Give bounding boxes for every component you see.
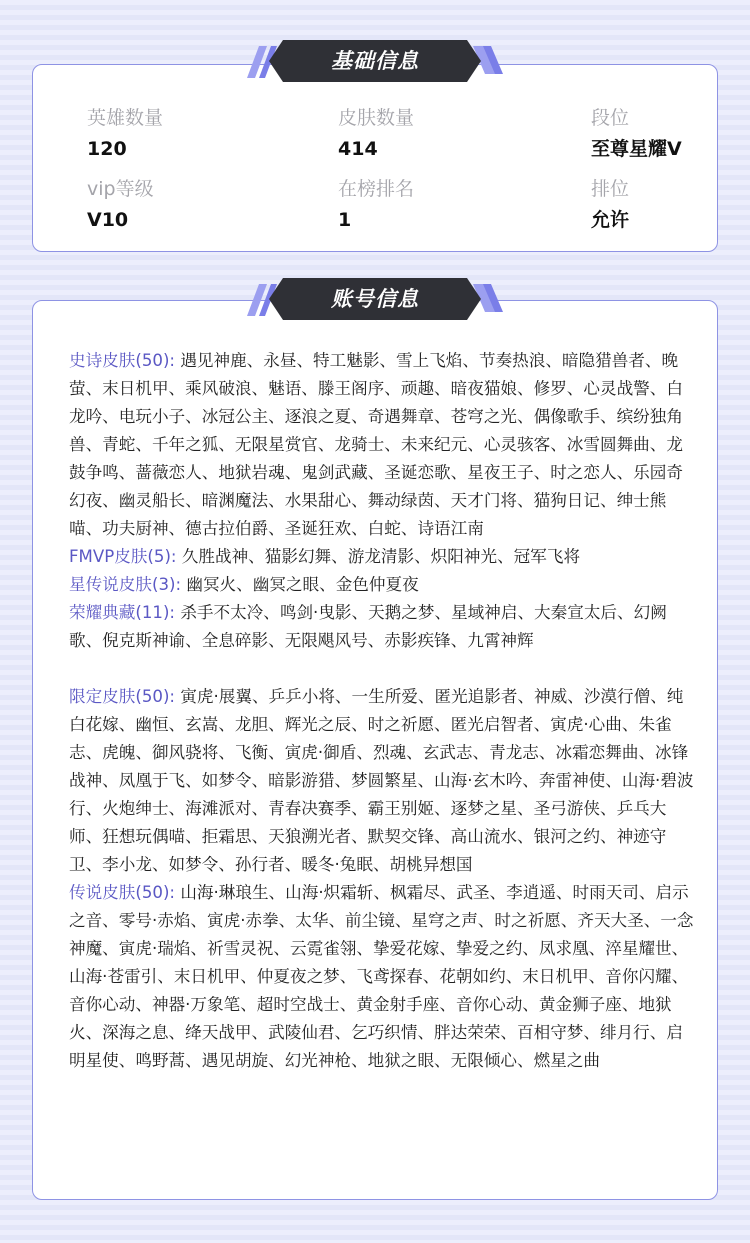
- skin-group-label: 荣耀典藏(11):: [69, 603, 176, 622]
- skin-list: [69, 347, 695, 1075]
- skin-count: [338, 105, 414, 162]
- rank-tier-value: 至尊星耀V: [591, 138, 682, 160]
- skin-group-legend: [69, 879, 695, 1075]
- section-gap: [69, 655, 695, 683]
- hero-count-value: 120: [87, 138, 127, 160]
- account-info-card: [32, 300, 718, 1200]
- skin-group-label: 限定皮肤(50):: [69, 687, 176, 706]
- skin-group-label: FMVP皮肤(5):: [69, 547, 177, 566]
- skin-group-text: 杀手不太冷、鸣剑·曳影、天鹅之梦、星域神启、大秦宣太后、幻阙歌、倪克斯神谕、全息碎影、无限飓风号、赤影疾锋、九霄神辉: [69, 603, 667, 650]
- vip-level: [87, 176, 154, 233]
- skin-group-label: 传说皮肤(50):: [69, 883, 176, 902]
- skin-group-epic: [69, 347, 695, 543]
- skin-group-text: 寅虎·展翼、乒乒小将、一生所爱、匿光追影者、神威、沙漠行僧、纯白花嫁、幽恒、玄嵩、龙胆、辉光之辰、时之祈愿、匿光启智者、寅虎·心曲、朱雀志、虎魄、御风骁将、飞衡、寅虎·御盾、烈魂、玄武志、青龙志、冰霜恋舞曲、冰锋战神、凤凰于飞、如梦令、暗影游猎、梦圆繁星、山海·玄木吟、奔雷神使、山海·碧波行、火炮绅士、海滩派对、青春决赛季、霸王别姬、逐梦之星、圣弓游侠、乒乓大师、狂想玩偶喵、拒霜思、天狼溯光者、默契交锋、高山流水、银河之约、神迹守卫、李小龙、如梦令、孙行者、暖冬·兔眠、胡桃异想国: [69, 687, 694, 874]
- leaderboard-rank-value: 1: [338, 209, 352, 231]
- skin-group-glory-collection: [69, 599, 695, 655]
- vip-level-label: vip等级: [87, 178, 154, 200]
- skin-group-label: 星传说皮肤(3):: [69, 575, 182, 594]
- skin-group-fmvp: [69, 543, 695, 571]
- skin-count-value: 414: [338, 138, 378, 160]
- skin-group-text: 山海·琳琅生、山海·炽霜斩、枫霜尽、武圣、李逍遥、时雨天司、启示之音、零号·赤焰、寅虎·赤拳、太华、前尘镜、星穹之声、时之祈愿、齐天大圣、一念神魔、寅虎·瑞焰、祈雪灵祝、云霓雀翎、挚爱花嫁、挚爱之约、凤求凰、淬星耀世、山海·苍雷引、末日机甲、仲夏夜之梦、飞鸢探春、花朝如约、末日机甲、音你闪耀、音你心动、神器·万象笔、超时空战士、黄金射手座、音你心动、黄金狮子座、地狱火、深海之息、绛天战甲、武陵仙君、乞巧织情、胖达荣荣、百相守梦、绯月行、启明星使、鸣野蒿、遇见胡旋、幻光神枪、地狱之眼、无限倾心、燃星之曲: [69, 883, 694, 1070]
- ranked-status-value: 允许: [591, 209, 630, 231]
- skin-group-text: 久胜战神、猫影幻舞、游龙清影、炽阳神光、冠军飞将: [181, 547, 581, 566]
- ranked-status-label: 排位: [591, 178, 630, 200]
- hero-count-label: 英雄数量: [87, 107, 164, 129]
- skin-group-text: 遇见神鹿、永昼、特工魅影、雪上飞焰、节奏热浪、暗隐猎兽者、晚萤、末日机甲、乘风破浪、魅语、滕王阁序、顽趣、暗夜猫娘、修罗、心灵战警、白龙吟、电玩小子、冰冠公主、逐浪之夏、奇遇舞章、苍穹之光、偶像歌手、缤纷独角兽、青蛇、千年之狐、无限星赏官、龙骑士、未来纪元、心灵骇客、冰雪圆舞曲、龙鼓争鸣、蔷薇恋人、地狱岩魂、鬼剑武藏、圣诞恋歌、星夜王子、时之恋人、乐园奇幻夜、幽灵船长、暗渊魔法、水果甜心、舞动绿茵、天才门将、猫狗日记、绅士熊喵、功夫厨神、德古拉伯爵、圣诞狂欢、白蛇、诗语江南: [69, 351, 683, 538]
- account-info-title: 账号信息: [331, 287, 419, 311]
- vip-level-value: V10: [87, 209, 129, 231]
- hero-count: [87, 105, 163, 162]
- account-info-banner: [245, 276, 505, 322]
- basic-info-card: [32, 64, 718, 252]
- skin-group-text: 幽冥火、幽冥之眼、金色仲夏夜: [186, 575, 419, 594]
- basic-info-banner: [245, 38, 505, 84]
- skin-group-label: 史诗皮肤(50):: [69, 351, 176, 370]
- leaderboard-rank-label: 在榜排名: [338, 178, 415, 200]
- rank-tier-label: 段位: [591, 107, 630, 129]
- skin-count-label: 皮肤数量: [338, 107, 415, 129]
- ranked-status: [591, 176, 629, 233]
- rank-tier: [591, 105, 682, 162]
- basic-info-title: 基础信息: [331, 49, 419, 73]
- skin-group-star-legend: [69, 571, 695, 599]
- leaderboard-rank: [338, 176, 414, 233]
- skin-group-limited: [69, 683, 695, 879]
